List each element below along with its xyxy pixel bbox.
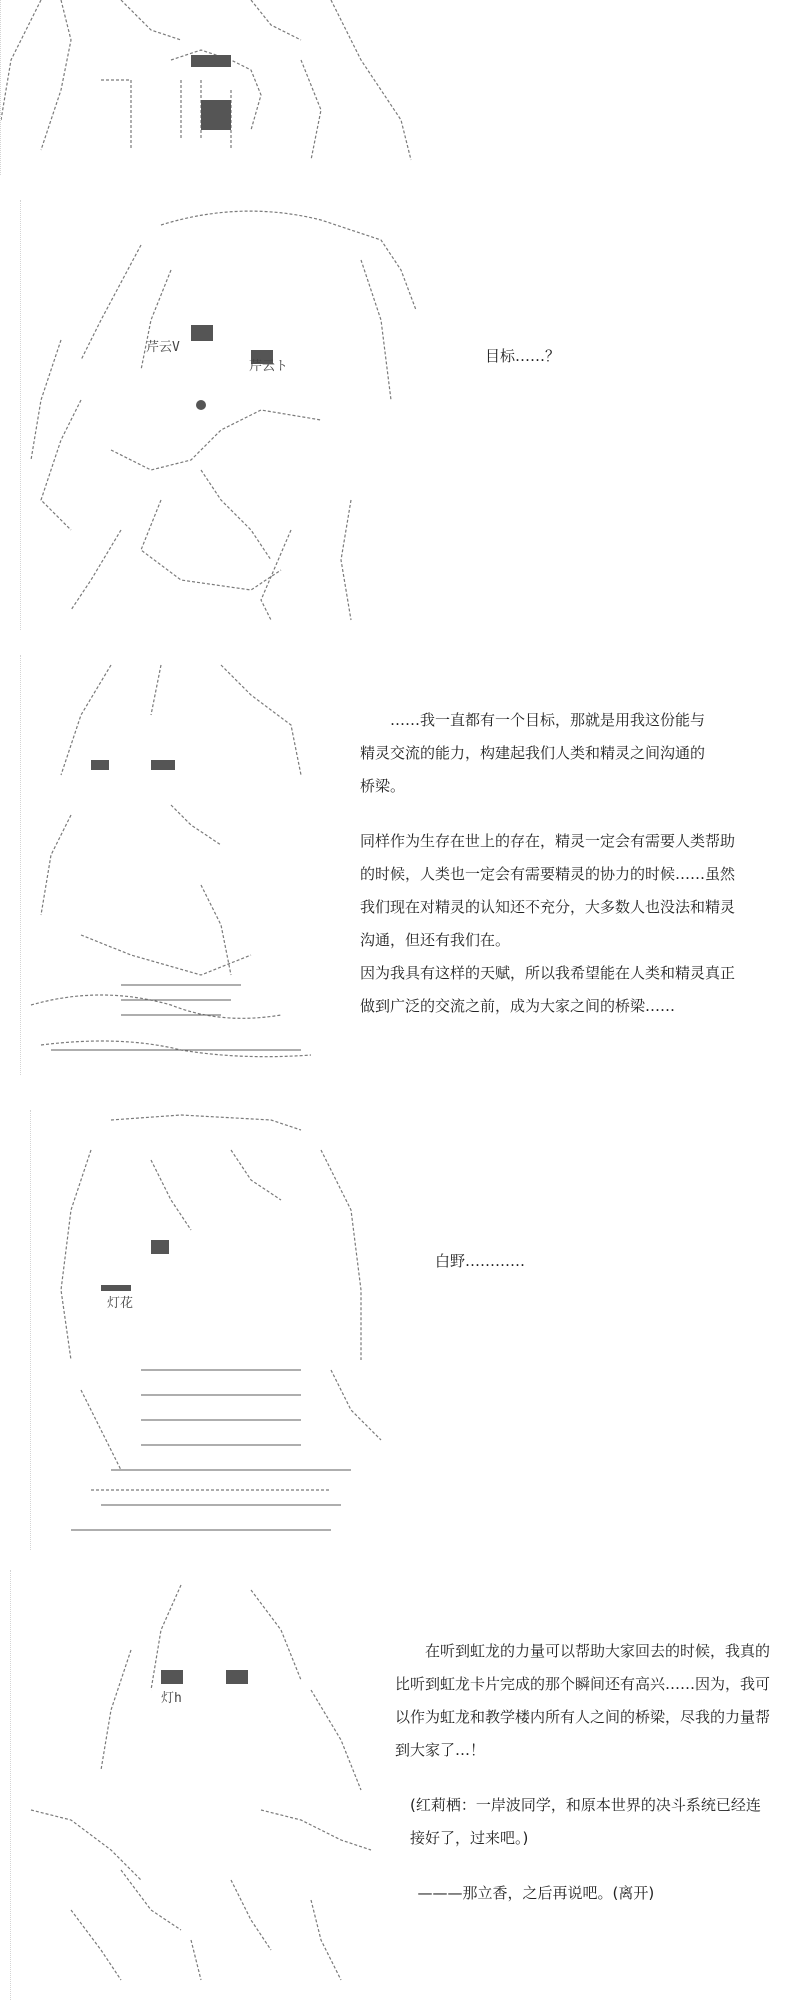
character-art-2: [20, 200, 421, 630]
ascii-art-figure: [21, 200, 421, 630]
dialog-line: 比听到虹龙卡片完成的那个瞬间还有高兴……因为，我可: [395, 1675, 771, 1693]
dialog-line: 沟通，但还有我们在。: [360, 931, 511, 949]
dialog-panel-4: [435, 1245, 735, 1278]
dialog-line: 目标……？: [485, 347, 561, 365]
panel-3: [0, 655, 800, 1075]
dialog-line: 的时候，人类也一定会有需要精灵的协力的时候……虽然: [360, 865, 736, 883]
dialog-line: 桥梁。: [360, 777, 406, 795]
dialog-line: ……我一直都有一个目标，那就是用我这份能与: [390, 711, 706, 729]
dialog-line: 做到广泛的交流之前，成为大家之间的桥梁……: [360, 997, 676, 1015]
character-art-5: [10, 1570, 391, 2000]
dialog-panel-2: [485, 340, 745, 373]
dialog-line: 接好了，过来吧。): [410, 1829, 529, 1847]
dialog-line: 在听到虹龙的力量可以帮助大家回去的时候，我真的: [425, 1642, 771, 1660]
ascii-art-figure: [21, 655, 321, 1075]
dialog-line: 我们现在对精灵的认知还不充分，大多数人也没法和精灵: [360, 898, 736, 916]
art-text-name-2: 芹云ト: [249, 359, 289, 374]
panel-4: [0, 1110, 800, 1550]
character-art-3: [20, 655, 321, 1075]
dialog-line: 因为我具有这样的天赋，所以我希望能在人类和精灵真正: [360, 964, 736, 982]
panel-1: [0, 0, 800, 175]
character-art-4: [30, 1110, 401, 1550]
art-text-name: 灯h: [161, 1691, 182, 1706]
dialog-line: (红莉栖：一岸波同学，和原本世界的决斗系统已经连: [410, 1796, 761, 1814]
panel-2: [0, 200, 800, 630]
dialog-line: 同样作为生存在世上的存在，精灵一定会有需要人类帮助: [360, 832, 736, 850]
dialog-panel-3: [360, 704, 800, 1023]
dialog-line: 精灵交流的能力，构建起我们人类和精灵之间沟通的: [360, 744, 706, 762]
dialog-line: 到大家了…！: [395, 1741, 486, 1759]
dialog-panel-5: [395, 1635, 795, 1910]
art-text-name-1: 芹云V: [146, 340, 180, 355]
character-art-top: [0, 0, 421, 175]
panel-5: [0, 1570, 800, 2000]
ascii-art-figure: [1, 0, 421, 175]
art-text-name: 灯花: [107, 1296, 134, 1311]
ascii-art-figure: [31, 1110, 401, 1550]
dialog-line: 白野…………: [435, 1252, 526, 1270]
dialog-line: 以作为虹龙和教学楼内所有人之间的桥梁，尽我的力量帮: [395, 1708, 771, 1726]
ascii-art-figure: [11, 1570, 391, 2000]
dialog-line: ———那立香，之后再说吧。(离开): [417, 1884, 655, 1902]
